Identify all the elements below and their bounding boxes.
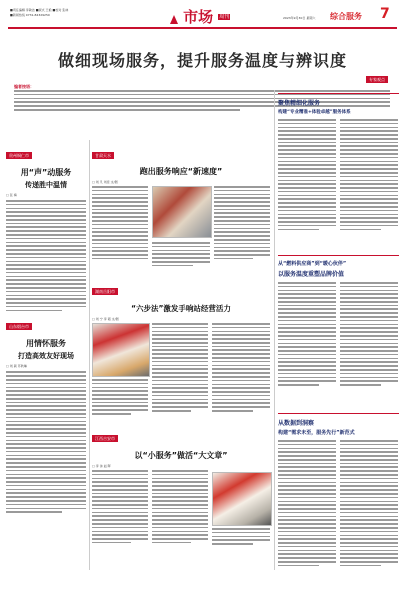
article-body [278,440,336,569]
masthead-info-line: ■责任编辑 李敏洁 ■版式 王艳 ■校对 张林 [10,8,69,12]
news-photo [152,186,212,238]
article-body [278,282,336,388]
article-body [152,242,210,268]
column-divider [274,90,275,570]
article-title-line: 用“声”动服务 [20,168,72,177]
logo-sub: 周刊 [219,14,230,20]
article-tag: 贵州铜仁市 [6,152,32,159]
intro-label: 编者按语： [14,84,34,89]
article-body [6,200,86,311]
article-body [340,440,398,569]
article-body-wrap [278,119,399,249]
logo [170,6,230,27]
middle-column [92,142,270,572]
article-tag: 江西吉安市 [92,435,118,442]
page-headline: 做细现场服务，提升服务温度与辨识度 [57,51,347,70]
article-byline: □ 刘 宁 李 韬 文/图 [92,317,119,321]
article-tag: 甘肃天水 [92,152,114,159]
article-body [92,470,148,546]
logo-mark-icon [170,15,178,24]
article-body-wrap [278,282,399,407]
article-body [212,528,270,547]
article-body [152,470,208,546]
article-title-line: 用情怀服务 [26,339,66,349]
article-tag: 湖南岳阳市 [92,288,118,295]
masthead [0,0,405,28]
article-title-line: 以服务温度重塑品牌价值 [278,271,345,278]
article-title [278,98,399,115]
section-name: 综合服务 [330,12,362,21]
article-body [6,371,86,513]
article-title [278,260,399,278]
article-body [340,119,398,232]
article-title [278,418,399,436]
article-byline: □ 刘 凡 刘佳 文/图 [92,180,118,184]
column-divider [89,140,90,570]
masthead-info-line: ■新闻热线 0731-84329250 [10,13,50,17]
article-title [6,338,86,361]
article-byline: □ 刘 颖 苏秋琳 [6,364,27,369]
article-title [6,167,86,190]
article-body [340,282,398,388]
article-tag: 山东烟台市 [6,323,32,330]
article-body [212,323,270,414]
article-body-wrap [278,440,399,590]
article-title-line: 传递胜中温情 [25,181,67,189]
article-title-line: 从数据到洞察 [278,420,315,427]
article-body [92,186,148,262]
page-number: 7 [380,6,390,22]
article-byline: □ 李 沫 赵 晖 [92,464,111,468]
section-rule [278,413,399,414]
article-body-wrap [92,186,270,278]
news-photo [212,472,272,526]
issue-date: 2023年9月30日 星期六 [283,16,316,20]
article-body [278,119,336,232]
left-column [6,142,86,572]
section-rule [278,93,399,94]
article-title-line: 聚焦精细化服务 [278,100,321,107]
logo-text: 市场 [183,8,214,26]
article-body-wrap [92,323,270,425]
article-title: “六步法”激发手响站经营活力 [131,304,231,313]
article-body-wrap [92,470,270,550]
article-title-line: 构建“需求未至，服务先行”新范式 [278,430,355,436]
news-photo [92,323,150,377]
article-body [152,323,208,414]
right-column [278,90,399,572]
article-byline: □ 张 梅 [6,193,17,197]
right-tag: 专家观点 [366,76,388,83]
article-title: 跑出服务响应“新速度” [139,167,223,176]
article-title-line: 打造高效友好现场 [18,352,74,361]
article-body [92,379,148,417]
masthead-rule [8,27,397,29]
article-title-line: 从“燃料供应商”到“暖心伙伴” [278,261,347,267]
article-title: 以“小服务”做活“大文章” [134,451,228,460]
article-title-line: 构建“专业精准+体验卓越”服务体系 [278,110,351,115]
section-rule [278,255,399,256]
article-body [214,186,270,262]
